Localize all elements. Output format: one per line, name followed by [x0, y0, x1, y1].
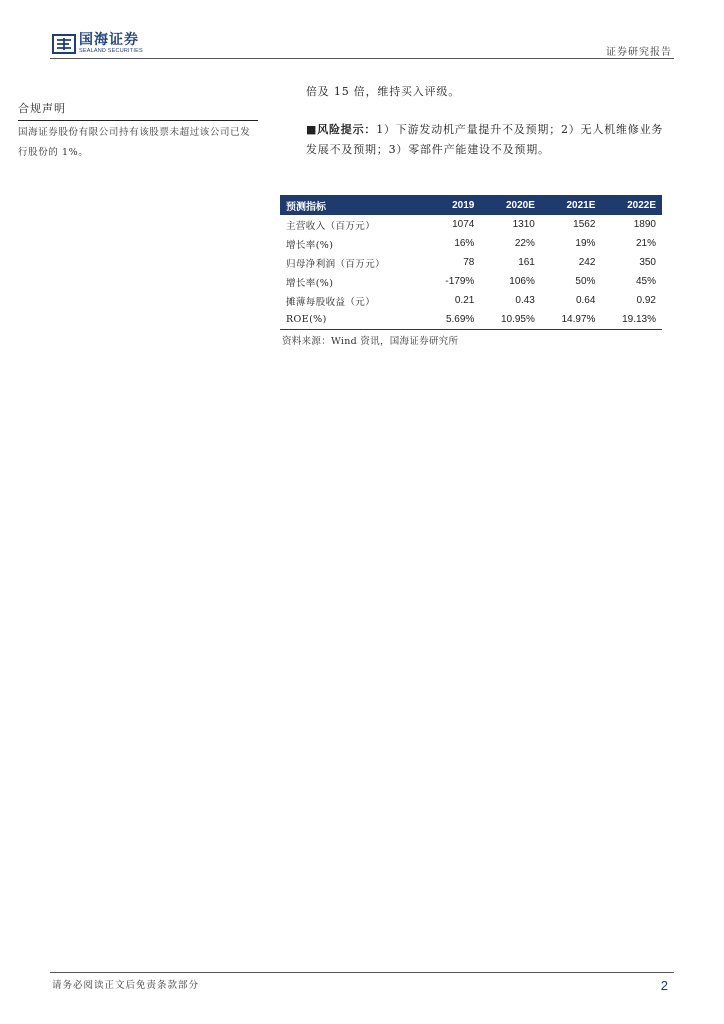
footer-disclaimer: 请务必阅读正文后免责条款部分 — [52, 980, 200, 991]
table-cell: 50% — [575, 276, 596, 287]
table-cell: 1310 — [512, 219, 535, 230]
logo-english-name: SEALAND SECURITIES — [79, 48, 143, 54]
table-cell: 1890 — [633, 219, 656, 230]
table-cell: 0.43 — [515, 295, 535, 306]
table-row — [280, 272, 662, 291]
header-divider — [50, 58, 674, 59]
footer-divider — [50, 972, 674, 973]
page-number: 2 — [660, 978, 668, 993]
forecast-table — [280, 195, 662, 330]
row-label: 增长率(%) — [286, 239, 334, 251]
table-row — [280, 215, 662, 234]
logo-chinese-name: 国海证券 — [79, 32, 139, 48]
row-label: ROE(%) — [280, 310, 426, 330]
table-cell: 45% — [635, 276, 656, 287]
table-cell: 16% — [454, 238, 475, 249]
column-header: 2021E — [541, 195, 602, 215]
table-cell: 161 — [518, 257, 535, 268]
compliance-title: 合规声明 — [18, 100, 258, 121]
table-row — [280, 253, 662, 272]
compliance-statement: 国海证券股份有限公司持有该股票未超过该公司已发行股份的 1%。 — [18, 127, 251, 158]
valuation-text: 倍及 15 倍，维持买入评级。 — [306, 85, 460, 98]
row-label: 增长率(%) — [286, 277, 334, 289]
compliance-sidebar — [18, 100, 258, 163]
risk-paragraph — [306, 120, 666, 160]
table-cell: 0.92 — [636, 295, 656, 306]
row-label: 归母净利润（百万元） — [286, 258, 386, 270]
table-cell: 1562 — [573, 219, 596, 230]
table-cell: 1074 — [452, 219, 475, 230]
table-header-row — [280, 195, 662, 215]
row-label: 主营收入（百万元） — [286, 220, 376, 232]
table-cell: 106% — [509, 276, 535, 287]
table-cell: 78 — [463, 257, 475, 268]
column-header: 2019 — [426, 195, 480, 215]
table-cell: 5.69% — [426, 310, 480, 330]
risk-text: 1）下游发动机产量提升不及预期；2）无人机维修业务发展不及预期；3）零部件产能建设不及预期。 — [306, 123, 664, 156]
column-header: 预测指标 — [280, 195, 426, 215]
row-label: 摊薄每股收益（元） — [286, 296, 376, 308]
table-cell: 14.97% — [541, 310, 602, 330]
table-cell: 242 — [578, 257, 596, 268]
company-logo — [52, 33, 143, 55]
main-content — [306, 82, 666, 160]
table-row — [280, 291, 662, 310]
table-source-note: 资料来源：Wind 资讯，国海证券研究所 — [282, 336, 459, 347]
table-cell: 21% — [635, 238, 656, 249]
table-cell: 0.64 — [575, 295, 596, 306]
table-cell: -179% — [445, 276, 475, 287]
table-cell: 22% — [514, 238, 535, 249]
table-cell: 350 — [639, 257, 656, 268]
risk-label: ■风险提示： — [306, 123, 377, 136]
sealand-logo-icon — [52, 33, 76, 55]
table-cell: 19.13% — [601, 310, 662, 330]
column-header: 2020E — [480, 195, 541, 215]
table-cell: 0.21 — [454, 295, 475, 306]
table-row — [280, 310, 662, 330]
table-row — [280, 234, 662, 253]
report-type-label: 证券研究报告 — [606, 47, 672, 58]
table-cell: 19% — [575, 238, 596, 249]
column-header: 2022E — [601, 195, 662, 215]
table-cell: 10.95% — [480, 310, 541, 330]
